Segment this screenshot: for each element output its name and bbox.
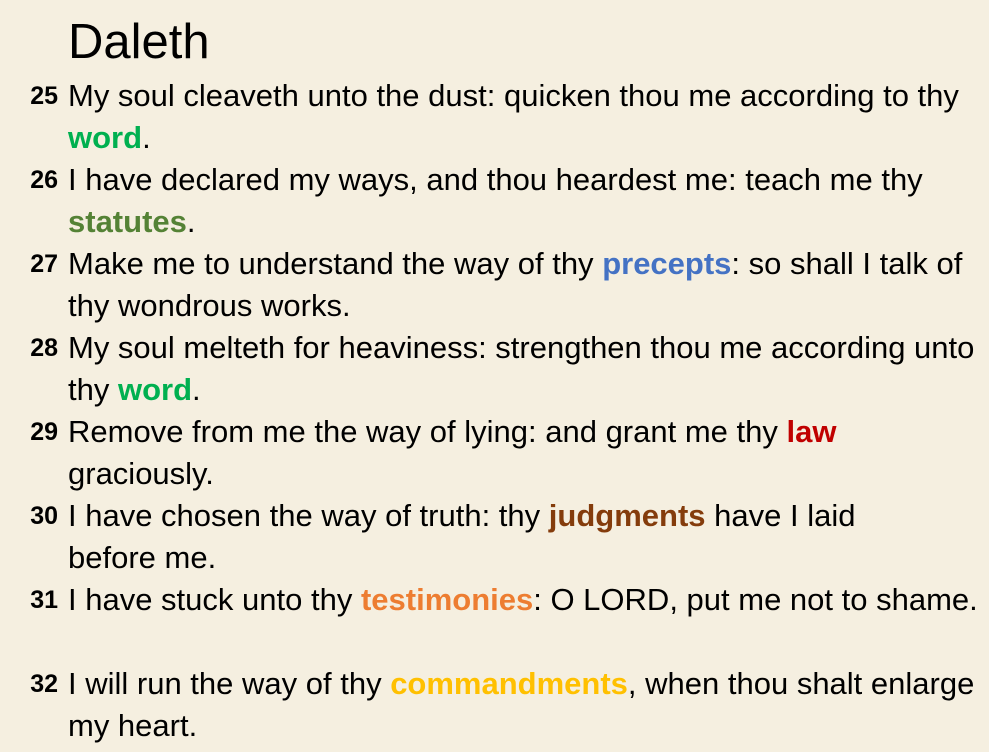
verse-text-before: Make me to understand the way of thy — [68, 246, 603, 281]
keyword-statutes: statutes — [68, 204, 187, 239]
verse-number: 26 — [30, 166, 58, 194]
verse-text-after: , when thou shalt enlarge my heart. — [68, 666, 975, 743]
keyword-precepts: precepts — [602, 246, 732, 281]
page-title: Daleth — [68, 15, 210, 69]
keyword-judgments: judgments — [548, 498, 706, 533]
verse-text — [68, 75, 981, 159]
verse-text-before: My soul melteth for heaviness: strengthen thou me according unto thy — [68, 330, 975, 407]
verse-text-before: I have declared my ways, and thou heardest me: teach me thy — [68, 162, 923, 197]
verse-text-after: graciously. — [68, 456, 214, 491]
verse-29 — [0, 411, 989, 495]
verse-text — [68, 411, 981, 495]
verse-number: 29 — [30, 418, 58, 446]
verse-30 — [0, 495, 989, 579]
verse-text — [68, 495, 868, 579]
verse-text-after: : O LORD, put me not to shame. — [533, 582, 978, 617]
verse-text-after: . — [192, 372, 201, 407]
verse-text-before: I have stuck unto thy — [68, 582, 361, 617]
verse-text — [68, 327, 981, 411]
verse-31 — [0, 579, 989, 663]
verse-number: 32 — [30, 670, 58, 698]
keyword-word: word — [68, 120, 143, 155]
verse-text-before: I will run the way of thy — [68, 666, 391, 701]
verse-text-before: I have chosen the way of truth: thy — [68, 498, 549, 533]
verse-text — [68, 579, 981, 621]
verse-25 — [0, 75, 989, 159]
keyword-word: word — [117, 372, 193, 407]
verse-number: 27 — [30, 250, 58, 278]
verse-text — [68, 663, 981, 747]
verse-list — [0, 75, 989, 747]
verse-number: 30 — [30, 502, 58, 530]
keyword-testimonies: testimonies — [360, 582, 534, 617]
verse-text — [68, 159, 981, 243]
verse-number: 28 — [30, 334, 58, 362]
verse-text-before: Remove from me the way of lying: and grant me thy — [68, 414, 787, 449]
verse-text-after: : so shall I talk of thy wondrous works. — [68, 246, 963, 323]
verse-text-after: . — [186, 204, 196, 239]
verse-text-after: have I laid before me. — [68, 498, 856, 575]
verse-26 — [0, 159, 989, 243]
verse-number: 31 — [30, 586, 58, 614]
keyword-commandments: commandments — [390, 666, 628, 701]
verse-32 — [0, 663, 989, 747]
verse-text-after: . — [142, 120, 151, 155]
verse-text-before: My soul cleaveth unto the dust: quicken thou me according to thy — [68, 78, 959, 113]
verse-27 — [0, 243, 989, 327]
keyword-law: law — [786, 414, 837, 449]
verse-28 — [0, 327, 989, 411]
verse-number: 25 — [30, 82, 58, 110]
verse-text — [68, 243, 981, 327]
